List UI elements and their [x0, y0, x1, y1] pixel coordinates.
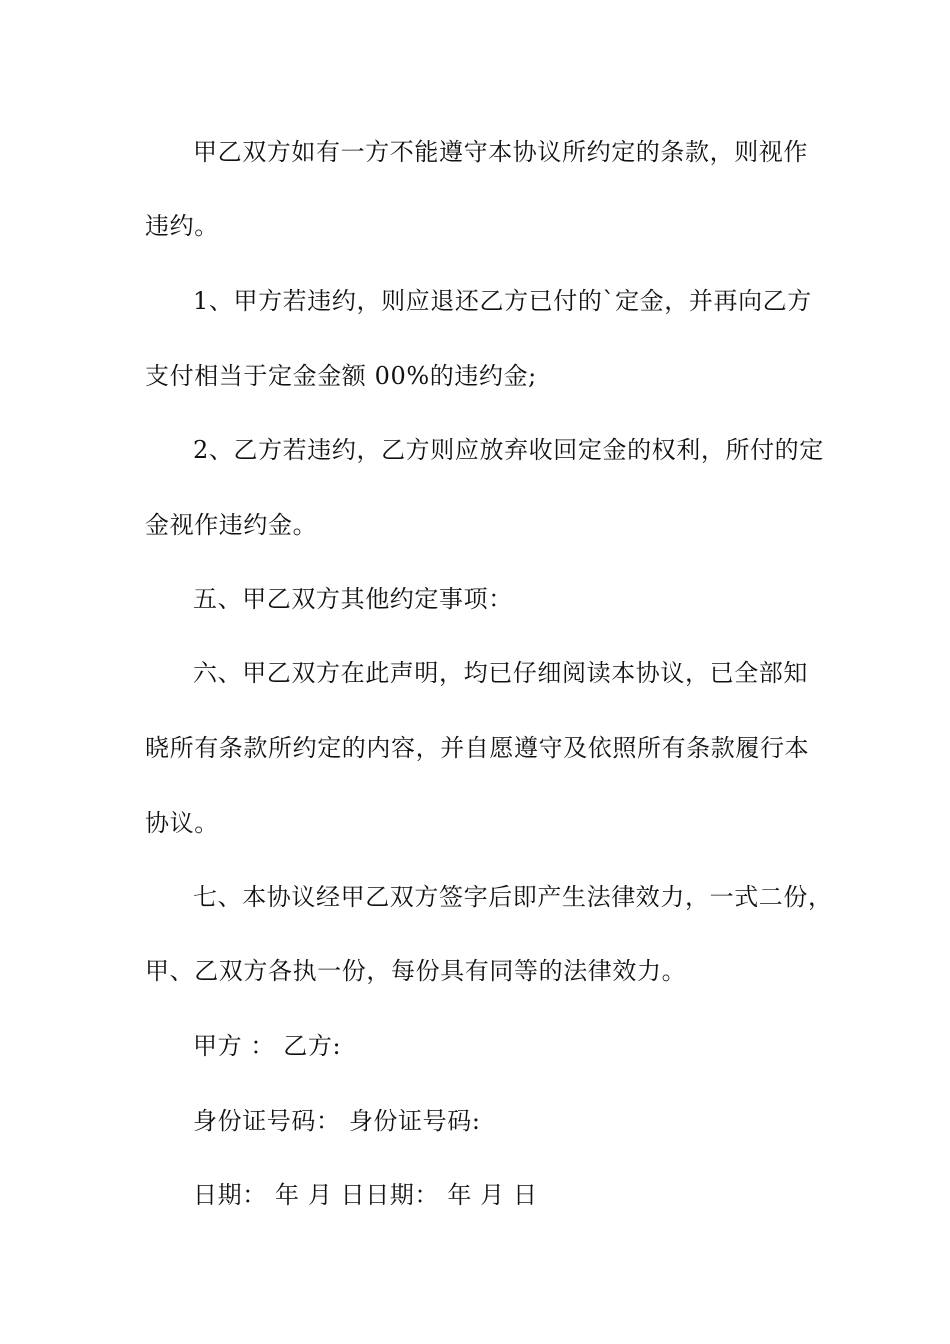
clause-party-a-breach-line1: 1、甲方若违约，则应退还乙方已付的`定金，并再向乙方	[193, 287, 812, 315]
id-number-line: 身份证号码： 身份证号码:	[193, 1107, 481, 1135]
clause-party-b-breach-line1: 2、乙方若违约，乙方则应放弃收回定金的权利，所付的定	[193, 436, 824, 464]
section-seven-line1: 七、本协议经甲乙双方签字后即产生法律效力，一式二份，	[193, 883, 833, 911]
section-six-line1: 六、甲乙双方在此声明，均已仔细阅读本协议，已全部知	[193, 659, 808, 687]
signature-parties-line: 甲方 ： 乙方:	[193, 1032, 342, 1060]
section-seven-line2: 甲、乙双方各执一份，每份具有同等的法律效力。	[145, 957, 687, 985]
section-six-line3: 协议。	[145, 809, 219, 837]
date-line: 日期： 年 月 日日期： 年 月 日	[193, 1181, 538, 1209]
clause-party-a-breach-line2: 支付相当于定金金额 00%的违约金;	[145, 362, 537, 390]
section-five-heading: 五、甲乙双方其他约定事项：	[193, 585, 513, 613]
clause-breach-intro-line2: 违约。	[145, 212, 219, 240]
clause-breach-intro-line1: 甲乙双方如有一方不能遵守本协议所约定的条款，则视作	[193, 138, 808, 166]
section-six-line2: 晓所有条款所约定的内容，并自愿遵守及依照所有条款履行本	[145, 734, 810, 762]
clause-party-b-breach-line2: 金视作违约金。	[145, 511, 318, 539]
